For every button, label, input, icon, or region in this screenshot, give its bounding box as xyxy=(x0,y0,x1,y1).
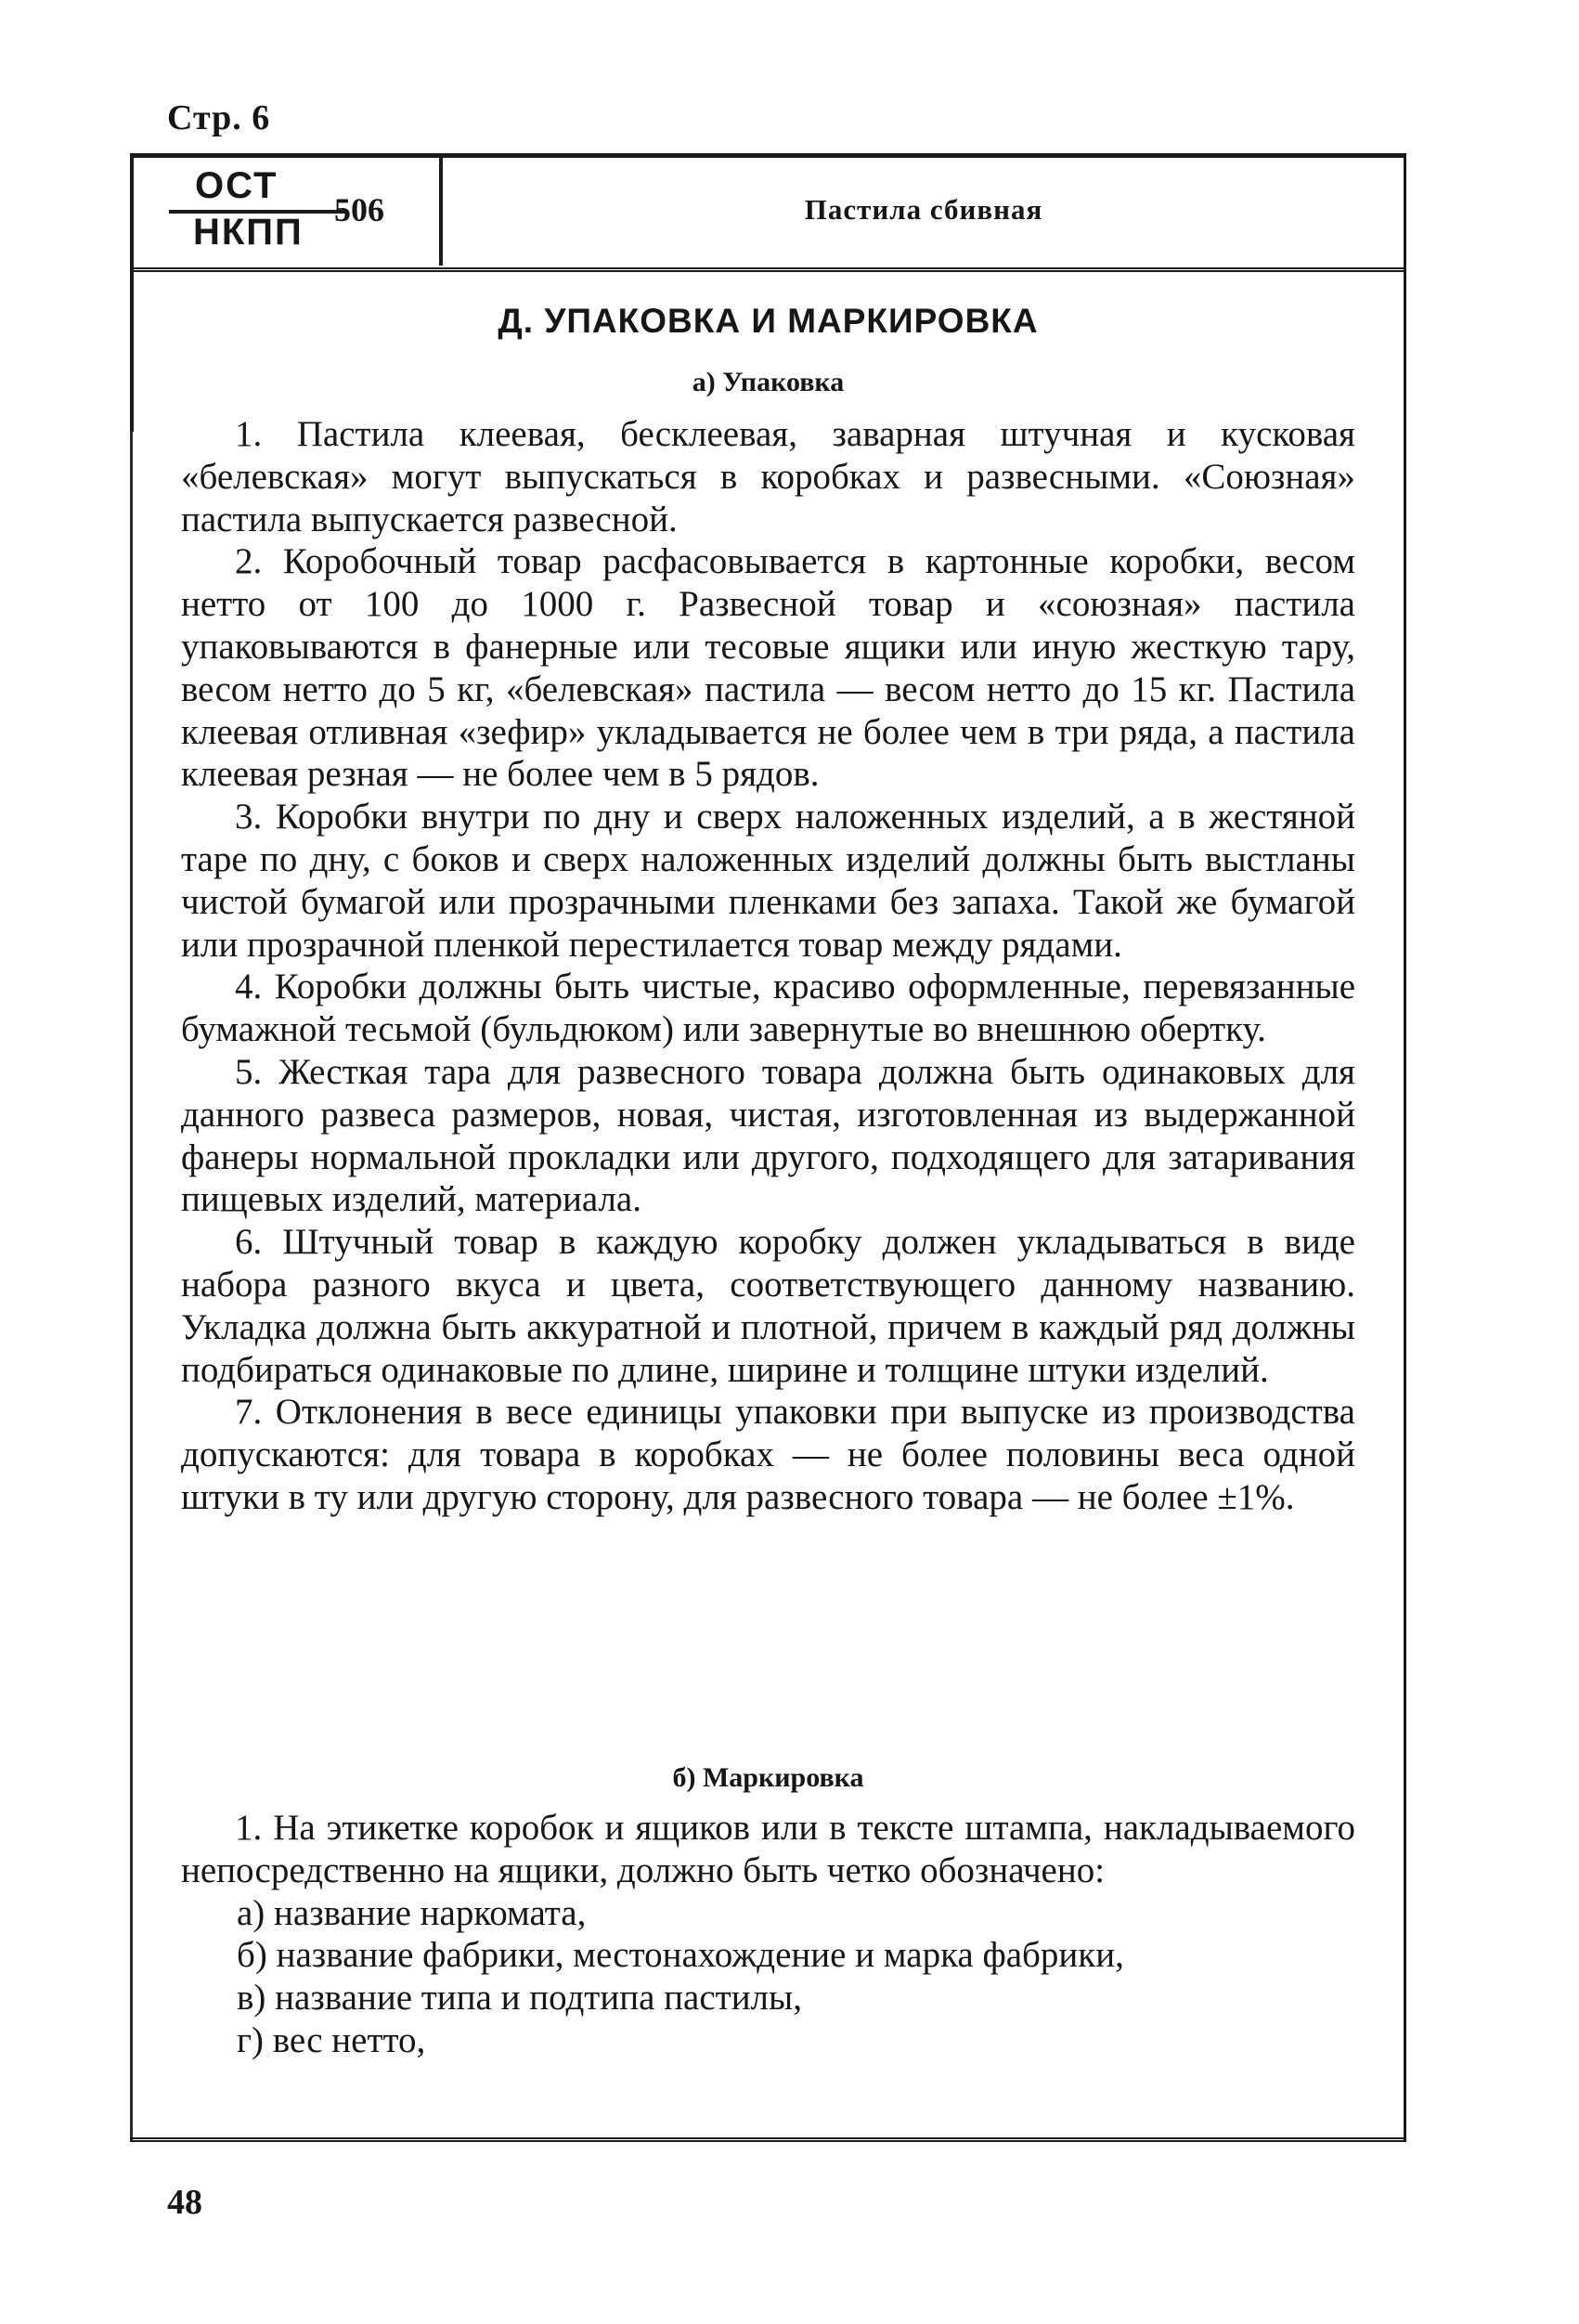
header-title: Пастила сбивная xyxy=(804,193,1043,226)
packing-paragraph: 4. Коробки должны быть чистые, красиво оформленные, перевязанные бумажной тесьмой (бульдюком) или завернутые во внешнюю обертку. xyxy=(181,967,1355,1050)
header-divider xyxy=(439,156,443,266)
frame-left-border-lower xyxy=(130,432,133,2140)
page-number: 48 xyxy=(167,2183,202,2222)
marking-list-item: г) вес нетто, xyxy=(237,2019,426,2060)
marking-list-item: а) название наркомата, xyxy=(237,1892,587,1933)
packing-paragraph: 7. Отклонения в весе единицы упаковки при выпуске из производства допускаются: для товара в коробках — не более половины веса одной штуки в ту или другую сторону, для развесного товара — не более ±1%. xyxy=(181,1392,1355,1517)
marking-list-item: б) название фабрики, местонахождение и марка фабрики, xyxy=(237,1935,1124,1976)
marking-list-item: в) название типа и подтипа пастилы, xyxy=(237,1978,802,2019)
standard-code-bottom: НКПП xyxy=(193,212,304,253)
frame-right-border xyxy=(1404,153,1406,2140)
section-title: Д. УПАКОВКА И МАРКИРОВКА xyxy=(498,302,1039,340)
standard-number: 506 xyxy=(334,191,384,228)
marking-heading: б) Маркировка xyxy=(672,1762,864,1793)
bottom-rule xyxy=(130,2137,1406,2142)
packing-paragraph: 5. Жесткая тара для развесного товара должна быть одинаковых для данного развеса размеров, новая, чистая, изготовленная из выдержанной фанеры нормальной прокладки или другого, подходящего для затаривания пищевых изделий, материала. xyxy=(181,1051,1355,1220)
packing-paragraph: 2. Коробочный товар расфасовывается в картонные коробки, весом нетто от 100 до 1000 г. Развесной товар и «союзная» пастила упаковываются в фанерные или тесовые ящики или иную жесткую тару, весом нетто до 5 кг, «белевская» пастила — весом нетто до 15 кг. Пастила клеевая отливная «зефир» укладывается не более чем в три ряда, а пастила клеевая резная — не более чем в 5 рядов. xyxy=(181,541,1355,795)
packing-paragraph: 6. Штучный товар в каждую коробку должен укладываться в виде набора разного вкуса и цвета, соответствующего данному названию. Укладка должна быть аккуратной и плотной, причем в каждый ряд должны подбираться одинаковые по длине, ширине и толщине штуки изделий. xyxy=(181,1222,1355,1390)
packing-text xyxy=(181,413,1355,1519)
standard-code xyxy=(149,165,427,258)
marking-text xyxy=(181,1807,1355,2062)
standard-code-top: ОСТ xyxy=(195,165,278,206)
marking-intro: 1. На этикетке коробок и ящиков или в тексте штампа, накладываемого непосредственно на ящики, должно быть четко обозначено: xyxy=(181,1808,1355,1890)
page-label: Стр. 6 xyxy=(167,98,271,137)
packing-paragraph: 1. Пастила клеевая, бесклеевая, заварная штучная и кусковая «белевская» могут выпускаться в коробках и развесными. «Союзная» пастила выпускается развесной. xyxy=(181,414,1355,539)
packing-paragraph: 3. Коробки внутри по дну и сверх наложенных изделий, а в жестяной таре по дну, с боков и сверх наложенных изделий должны быть выстланы чистой бумагой или прозрачными пленками без запаха. Такой же бумагой или прозрачной пленкой перестилается товар между рядами. xyxy=(181,797,1355,965)
packing-heading: а) Упаковка xyxy=(692,367,845,397)
